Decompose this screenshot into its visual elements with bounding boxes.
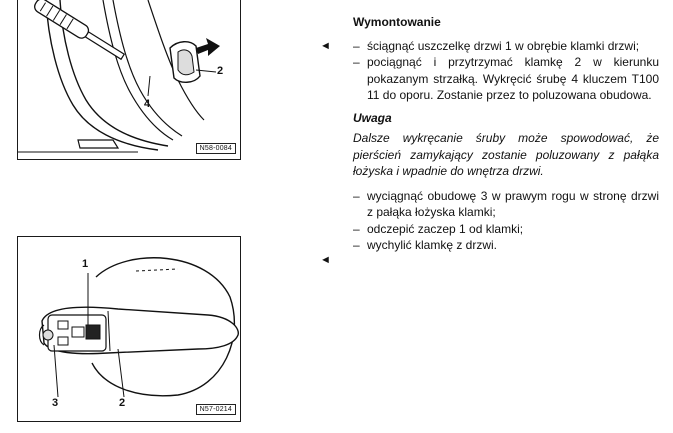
callout-2: 2 [119,397,126,409]
callout-2: 2 [217,65,224,77]
handle-housing-illustration [18,237,240,421]
figure-code: N57-0214 [196,404,236,415]
marker-arrow-icon: ◄ [320,40,331,52]
marker-arrow-icon: ◄ [320,254,331,266]
steps-list-2 [353,188,659,254]
section-heading: Wymontowanie [353,15,441,29]
note-text: Dalsze wykręcanie śruby może spowodować, że pierścień zamykający zostanie poluzowany z pałąka łożyska i wpadnie do wnętrza drzwi. [353,131,659,178]
figure-door-seal-removal [17,0,241,160]
steps-list-1 [353,38,659,104]
screwdriver-tool [32,0,126,63]
figure-handle-housing [17,236,241,422]
note-label: Uwaga [353,110,392,125]
instruction-text [353,14,659,254]
callout-1: 1 [82,258,89,270]
figure-code: N58-0084 [196,143,236,154]
callout-3: 3 [52,397,59,409]
step-item: – pociągnąć i przytrzymać klamkę 2 w kierunku pokazanym strzałką. Wykręcić śrubę 4 kluczem T100 11 do oporu. Zostanie przez to poluzowana obudowa. [353,54,659,104]
step-item: – wychylić klamkę z drzwi. [353,237,659,254]
callout-4: 4 [144,98,151,110]
step-item: – odczepić zaczep 1 od klamki; [353,221,659,238]
step-item: – wyciągnąć obudowę 3 w prawym rogu w stronę drzwi z pałąka łożyska klamki; [353,188,659,221]
step-item: – ściągnąć uszczelkę drzwi 1 w obrębie klamki drzwi; [353,38,659,55]
door-handle-illustration [18,0,240,159]
